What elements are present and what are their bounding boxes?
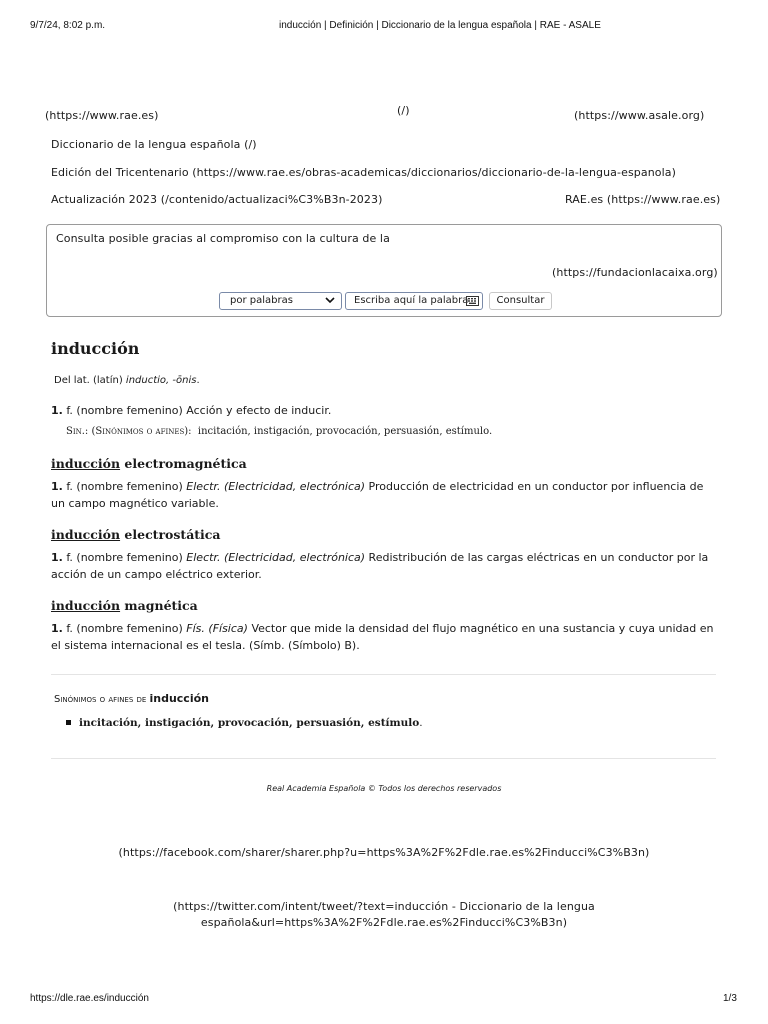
asale-logo-link[interactable]: (https://www.asale.org) [574,109,705,122]
sense-synonyms [66,426,492,437]
synonyms-item-end: . [419,717,423,729]
synonyms-section-heading [54,692,209,705]
sense-number: 1. [51,551,63,564]
sense-text: Vector que mide la densidad del flujo magnético en una sustancia y cuya unidad en el sistema internacional es el tesla. (Símb. (Símbolo) B). [51,622,714,652]
nav-dictionary-link[interactable]: Diccionario de la lengua española (/) [51,138,257,151]
etymology [54,375,200,386]
sense-1 [51,402,719,419]
synonyms-heading-label: Sinónimos o afines de [54,694,150,705]
subentry-head-link[interactable]: inducción [51,598,121,613]
twitter-share-line-2: española&url=https%3A%2F%2Fdle.rae.es%2Finducci%C3%B3n) [200,916,568,929]
search-placeholder: Escriba aquí la palabra [354,295,469,306]
print-url: https://dle.rae.es/inducción [30,993,149,1004]
sense-domain: Fís. (Física) [186,622,248,635]
rae-logo-link[interactable]: (https://www.rae.es) [45,109,159,122]
print-page-title: inducción | Definición | Diccionario de la lengua española | RAE - ASALE [279,20,601,31]
subentry-heading-magnetica [51,598,198,613]
nav-edition-link[interactable]: Edición del Tricentenario (https://www.rae.es/obras-academicas/diccionarios/diccionario-de-la-lengua-espanola) [51,166,676,179]
sense-number: 1. [51,480,63,493]
subentry-def-magnetica [51,620,719,654]
search-mode-value: por palabras [230,295,293,306]
facebook-share-link[interactable]: (https://facebook.com/sharer/sharer.php?u=https%3A%2F%2Fdle.rae.es%2Finducci%C3%B3n) [118,846,650,859]
subentry-head-rest: electromagnética [120,456,247,471]
subentry-head-link[interactable]: inducción [51,456,121,471]
synonyms-heading-word: inducción [149,692,209,705]
entry-title: inducción [51,339,140,358]
keyboard-icon[interactable] [466,296,479,306]
print-page-number: 1/3 [723,993,737,1004]
twitter-share-line-1: (https://twitter.com/intent/tweet/?text=inducción - Diccionario de la lengua [173,900,595,913]
divider [51,758,716,759]
search-mode-select[interactable] [219,292,342,310]
sense-number: 1. [51,622,63,635]
synonyms-list [66,717,423,729]
nav-rae-es-link[interactable]: RAE.es (https://www.rae.es) [565,193,721,206]
sense-domain: Electr. (Electricidad, electrónica) [186,480,366,493]
consultar-button[interactable]: Consultar [489,292,552,310]
chevron-down-icon [325,296,335,307]
divider [51,674,716,675]
synonyms-item[interactable]: incitación, instigación, provocación, persuasión, estímulo [79,717,420,729]
sponsor-text: Consulta posible gracias al compromiso con la cultura de la [56,232,390,245]
etymology-word: inductio, -ōnis [125,375,197,386]
subentry-head-link[interactable]: inducción [51,527,121,542]
search-input[interactable] [345,292,483,310]
sense-gram: f. (nombre femenino) [62,551,187,564]
subentry-head-rest: electrostática [120,527,221,542]
sense-gram: f. (nombre femenino) [62,404,187,417]
sponsor-link[interactable]: (https://fundacionlacaixa.org) [552,266,718,279]
copyright: Real Academia Española © Todos los derechos reservados [266,784,502,793]
sense-text: Producción de electricidad en un conductor por influencia de un campo magnético variable. [51,480,704,510]
subentry-heading-electromagnetica [51,456,247,471]
synonyms-words: incitación, instigación, provocación, persuasión, estímulo. [197,426,493,437]
subentry-head-rest: magnética [120,598,198,613]
synonyms-label: Sin.: (Sinónimos o afines): [66,426,192,437]
bullet-icon [66,720,71,725]
sense-gram: f. (nombre femenino) [62,480,187,493]
sense-domain: Electr. (Electricidad, electrónica) [186,551,366,564]
print-datetime: 9/7/24, 8:02 p.m. [30,20,106,31]
subentry-def-electrostatica [51,549,719,583]
etymology-prefix: Del lat. (latín) [54,375,126,386]
nav-update-link[interactable]: Actualización 2023 (/contenido/actualizaci%C3%B3n-2023) [51,193,383,206]
sense-text: Acción y efecto de inducir. [186,404,332,417]
subentry-heading-electrostatica [51,527,221,542]
subentry-def-electromagnetica [51,478,719,512]
sense-text: Redistribución de las cargas eléctricas en un conductor por la acción de un campo eléctrico exterior. [51,551,709,581]
twitter-share-link[interactable] [0,899,768,931]
sense-gram: f. (nombre femenino) [62,622,187,635]
sense-number: 1. [51,404,63,417]
etymology-end: . [196,375,200,386]
home-link[interactable]: (/) [397,104,410,117]
